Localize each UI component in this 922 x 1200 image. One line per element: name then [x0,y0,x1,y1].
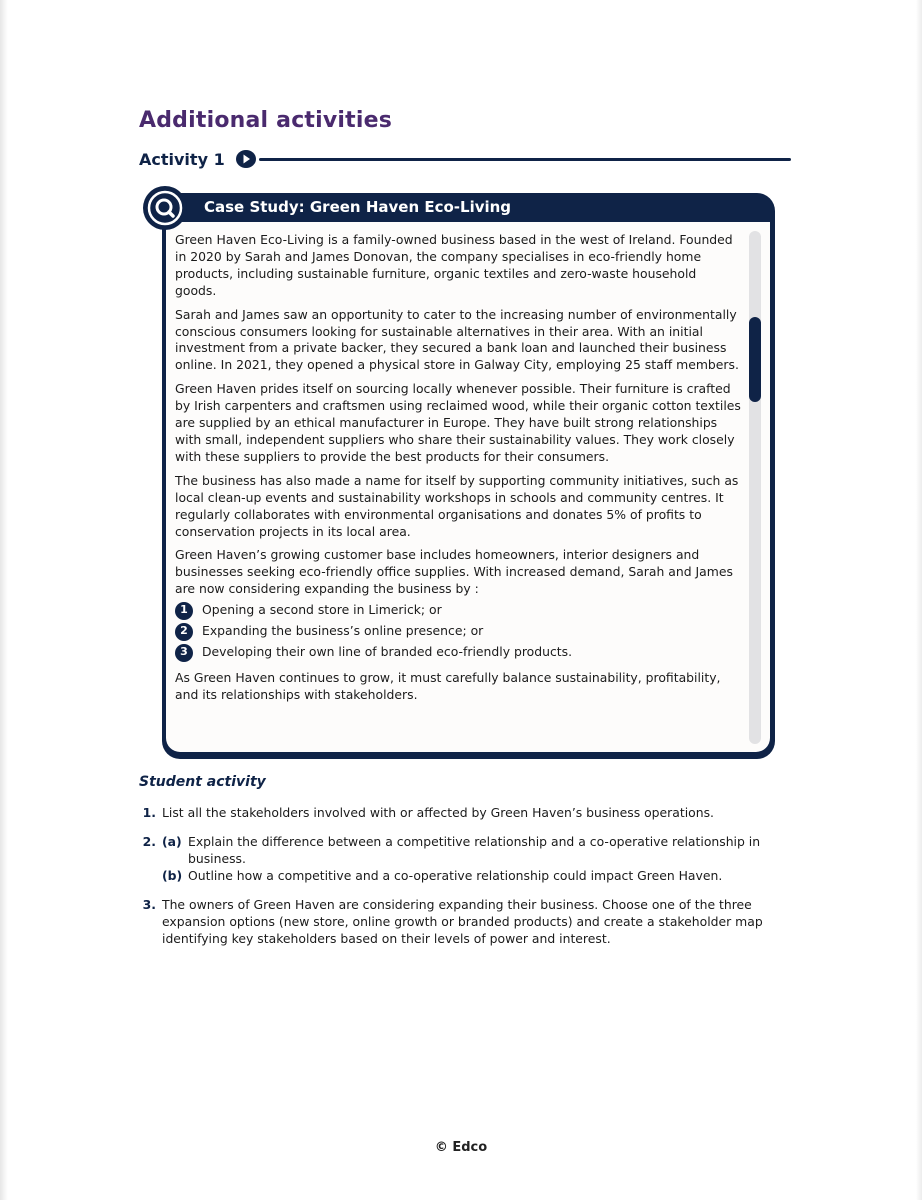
case-paragraph: The business has also made a name for itself by supporting community initiatives, such as local clean-up events and sustainability workshops in schools and community centres. It regularly collaborates with environmental organisations and donates 5% of profits to conservation projects in its local area. [175,472,739,539]
page-edge-shadow-right [916,0,922,1200]
question-3: The owners of Green Haven are considering expanding their business. Choose one of the three expansion options (new store, online growth or branded products) and create a stakeholder map identifying key stakeholders based on their levels of power and interest. [162,897,763,946]
case-study-body [175,232,741,711]
question-2a: Explain the difference between a competitive relationship and a co-operative relationship in business. [188,834,761,866]
list-item [175,600,741,621]
question-number: 2. [142,834,156,849]
sub-question-label: (b) [162,868,183,883]
case-paragraph: Green Haven prides itself on sourcing locally whenever possible. Their furniture is crafted by Irish carpenters and craftsmen using reclaimed wood, while their organic cotton textiles are supplied by an ethical manufacturer in Europe. They have built strong relationships with small, independent suppliers who share their sustainability values. They work closely with these suppliers to provide the best products for their consumers. [175,381,741,464]
question-2b: Outline how a competitive and a co-operative relationship could impact Green Haven. [188,868,723,883]
number-badge: 3 [175,644,193,662]
number-badge: 2 [175,623,193,641]
expansion-options [175,600,741,663]
publisher-footer: © Edco [434,1140,488,1155]
case-paragraph: Sarah and James saw an opportunity to cater to the increasing number of environmentally conscious consumers looking for sustainable alternatives in their area. With an initial investment from a private backer, they secured a bank loan and launched their business online. In 2021, they opened a physical store in Galway City, employing 25 staff members. [175,306,739,373]
activity-header [139,148,791,170]
case-closing: As Green Haven continues to grow, it must carefully balance sustainability, profitability, and its relationships with stakeholders. [175,670,721,703]
case-paragraph: Green Haven’s growing customer base includes homeowners, interior designers and businesses seeking eco-friendly office supplies. With increased demand, Sarah and James are now considering expanding the business by : [175,547,733,597]
magnifier-icon [142,185,188,231]
option-text: Opening a second store in Limerick; or [202,602,442,618]
case-paragraph: Green Haven Eco-Living is a family-owned business based in the west of Ireland. Founded in 2020 by Sarah and James Donovan, the company specialises in eco-friendly home products, including sustainable furniture, organic textiles and zero-waste household goods. [175,232,733,298]
case-study-title [204,198,511,216]
list-item [175,621,741,642]
scrollbar-track[interactable] [749,231,761,744]
play-icon[interactable] [235,149,257,169]
case-study-title-prefix: Case Study: [204,198,305,216]
question-1: List all the stakeholders involved with or affected by Green Haven’s business operations. [162,805,714,820]
case-study-name: Green Haven Eco-Living [309,198,512,216]
question-number: 1. [142,805,156,820]
student-activity-heading: Student activity [139,774,266,790]
activity-divider [259,158,791,161]
option-text: Developing their own line of branded eco-friendly products. [202,644,573,660]
activity-label: Activity 1 [139,149,225,169]
number-badge: 1 [175,602,193,620]
page-edge-shadow [0,0,8,1200]
option-text: Expanding the business’s online presence; or [202,623,484,639]
scrollbar-thumb[interactable] [749,317,761,402]
page-title: Additional activities [139,108,393,133]
list-item [175,642,741,663]
question-number: 3. [142,897,156,912]
sub-question-label: (a) [162,834,182,849]
